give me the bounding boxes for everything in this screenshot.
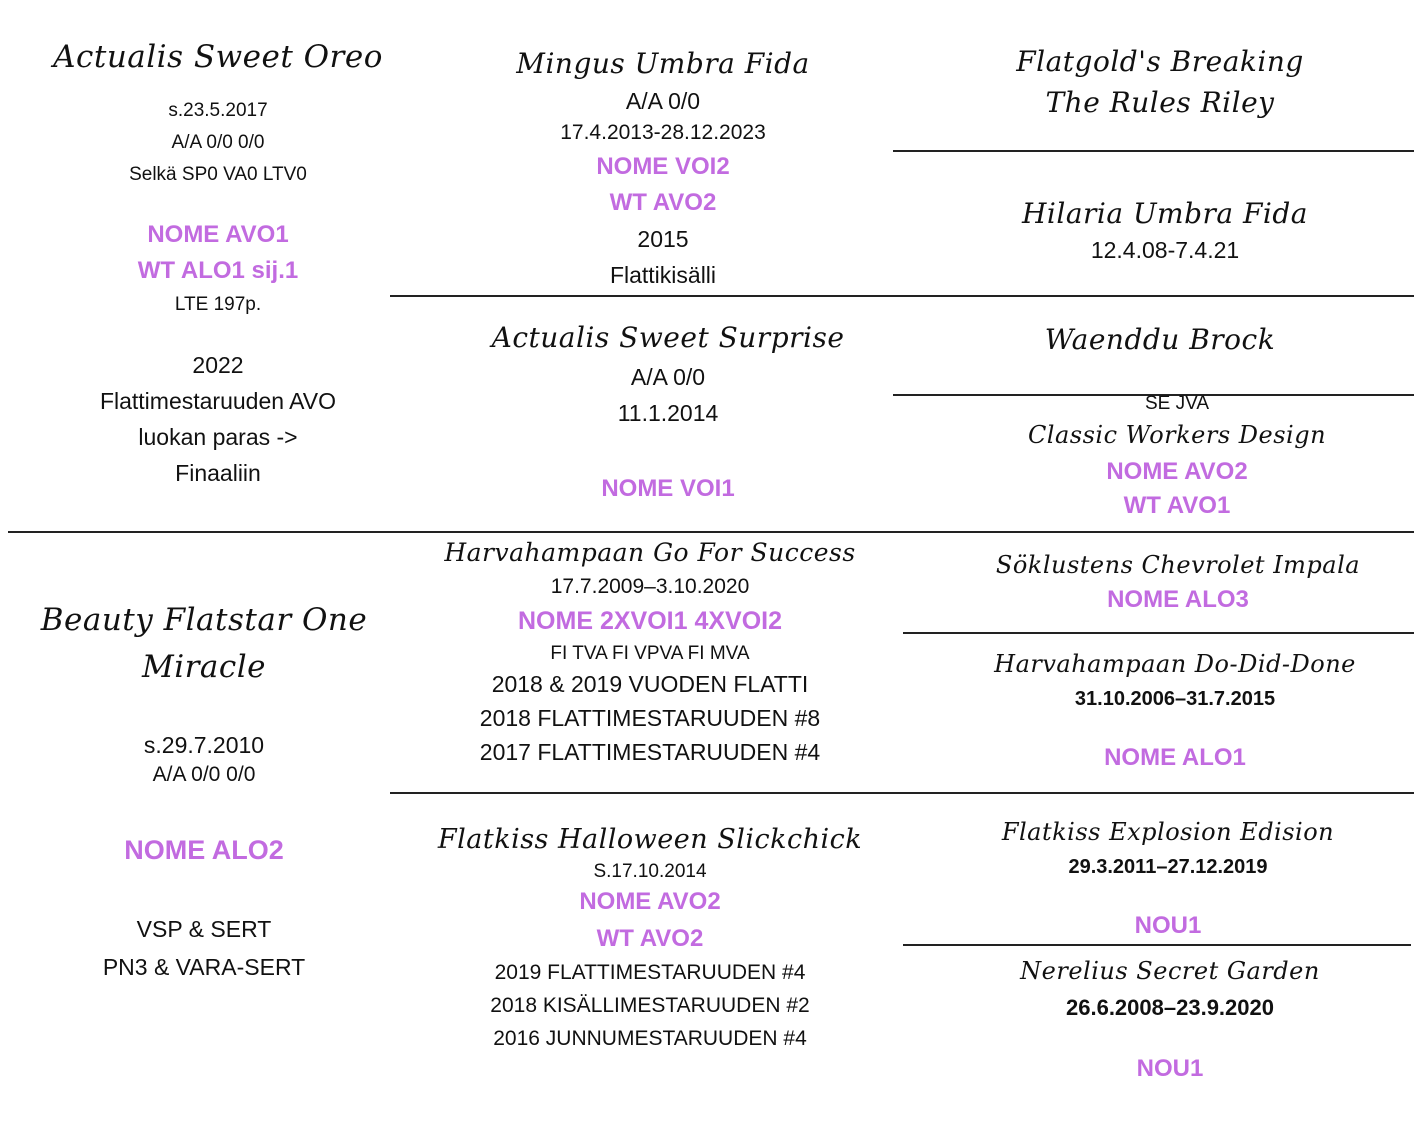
sire-dam-dam-title: SE JVA [1144,393,1210,414]
sire-sire-sire-name: The Rules Riley [1045,85,1275,119]
sire-dam-award: NOME VOI1 [601,474,735,502]
sire-award-wt: WT ALO1 sij.1 [137,256,299,284]
dam-dam-sire-award: NOU1 [1134,912,1202,939]
dam-dam-sire-dates: 29.3.2011–27.12.2019 [1068,856,1268,878]
divider-g3-4 [903,944,1411,946]
sire-dam-sire-name: Waenddu Brock [1044,323,1276,356]
sire-sire-card [458,44,868,293]
dam-dam-sire-card [958,812,1378,944]
sire-dam-name: Actualis Sweet Surprise [491,321,845,354]
dam-dam-birth: S.17.10.2014 [593,861,707,882]
dam-note: PN3 & VARA-SERT [102,954,306,980]
sire-sire-dates: 17.4.2013-28.12.2023 [560,120,766,144]
sire-sire-sire-name: Flatgold's Breaking [1016,45,1304,78]
dam-dam-dam-card [960,951,1380,1087]
dam-birth: s.29.7.2010 [143,732,265,758]
dam-dam-dam-dates: 26.6.2008–23.9.2020 [1066,995,1274,1020]
dam-dam-note: 2019 FLATTIMESTARUUDEN #4 [494,961,806,984]
sire-note-year: 2022 [192,351,244,378]
dam-dam-card [435,818,865,1055]
sire-sire-award-wt: WT AVO2 [609,188,717,216]
dam-award: NOME ALO2 [124,835,284,865]
dam-sire-note: 2018 & 2019 VUODEN FLATTI [491,671,809,697]
sire-card [18,34,418,491]
sire-sire-dam-name: Hilaria Umbra Fida [1021,197,1308,230]
dam-note: VSP & SERT [136,916,272,942]
sire-sire-note-year: 2015 [637,225,689,252]
sire-lte: LTE 197p. [174,293,262,315]
sire-dam-birth: 11.1.2014 [617,399,719,426]
dam-sire-dam-award: NOME ALO1 [1104,744,1246,771]
dam-sire-titles: FI TVA FI VPVA FI MVA [550,643,750,664]
dam-health: A/A 0/0 0/0 [152,763,256,786]
sire-sire-name: Mingus Umbra Fida [516,47,810,80]
dam-sire-note: 2018 FLATTIMESTARUUDEN #8 [479,705,821,731]
dam-sire-sire-award: NOME ALO3 [1107,586,1249,613]
dam-dam-note: 2018 KISÄLLIMESTARUUDEN #2 [490,994,810,1017]
divider-sire-generation2 [390,295,1414,297]
dam-dam-award-wt: WT AVO2 [596,925,704,952]
sire-dam-dam-award-wt: WT AVO1 [1123,492,1231,519]
sire-sire-sire-card [950,42,1370,123]
sire-name: Actualis Sweet Oreo [53,39,383,75]
sire-sire-note: Flattikisälli [609,261,717,288]
dam-dam-award-nome: NOME AVO2 [579,888,721,915]
dam-name: Miracle [141,648,267,685]
divider-g3-3 [903,632,1414,634]
divider-dam-generation2 [390,792,1414,794]
dam-sire-sire-name: Söklustens Chevrolet Impala [995,551,1361,579]
dam-dam-dam-name: Nerelius Secret Garden [1020,957,1320,985]
dam-sire-name: Harvahampaan Go For Success [444,538,856,567]
sire-dam-card [458,318,878,507]
sire-sire-dam-card [955,194,1375,265]
sire-birth: s.23.5.2017 [168,99,268,121]
dam-sire-dam-card [965,644,1385,776]
sire-dam-dam-name: Classic Workers Design [1027,421,1327,449]
dam-name: Beauty Flatstar One [40,602,368,638]
sire-dam-health: A/A 0/0 [630,363,706,390]
sire-dam-dam-award-nome: NOME AVO2 [1106,458,1248,485]
sire-sire-dam-dates: 12.4.08-7.4.21 [1090,236,1240,263]
sire-dam-dam-card [967,393,1387,523]
dam-dam-name: Flatkiss Halloween Slickchick [437,824,863,855]
sire-note: luokan paras -> [138,423,298,450]
sire-sire-award-nome: NOME VOI2 [596,152,730,180]
sire-award-nome: NOME AVO1 [147,220,289,248]
sire-health: A/A 0/0 0/0 [171,131,265,153]
dam-sire-award: NOME 2XVOI1 4XVOI2 [518,607,782,635]
dam-sire-dam-dates: 31.10.2006–31.7.2015 [1074,688,1276,710]
dam-dam-sire-name: Flatkiss Explosion Edision [1001,818,1335,846]
divider-g3-1 [893,150,1414,152]
sire-note: Finaaliin [175,459,261,486]
dam-sire-dates: 17.7.2009–3.10.2020 [550,575,750,598]
dam-sire-note: 2017 FLATTIMESTARUUDEN #4 [479,739,821,765]
dam-sire-dam-name: Harvahampaan Do-Did-Done [994,650,1356,678]
dam-sire-card [430,533,870,769]
dam-sire-sire-card [968,546,1388,616]
sire-sire-health: A/A 0/0 [625,87,701,114]
sire-dam-sire-card [950,320,1370,361]
sire-note: Flattimestaruuden AVO [99,387,337,414]
dam-dam-note: 2016 JUNNUMESTARUUDEN #4 [493,1027,807,1050]
dam-card [4,597,404,986]
sire-spine: Selkä SP0 VA0 LTV0 [129,163,307,185]
dam-dam-dam-award: NOU1 [1136,1055,1204,1082]
